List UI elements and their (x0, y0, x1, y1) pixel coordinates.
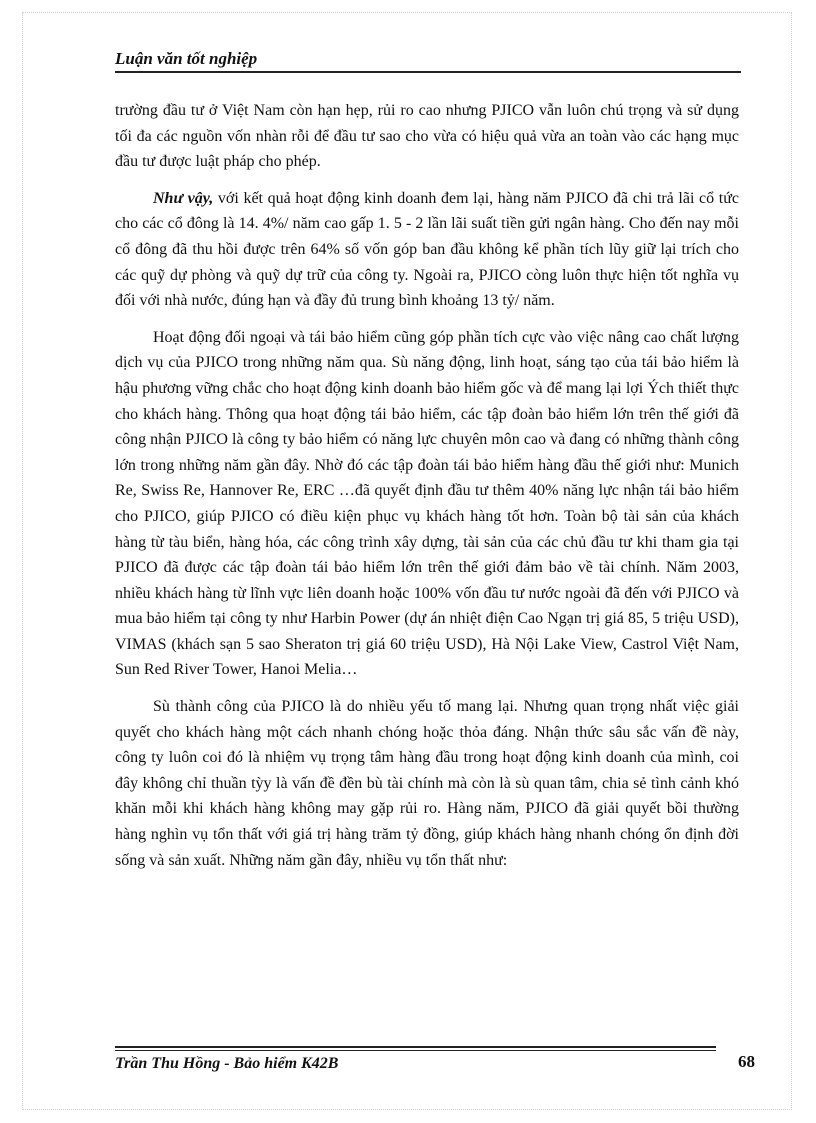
header-rule (115, 71, 741, 73)
paragraph-1: trường đầu tư ở Việt Nam còn hạn hẹp, rủi ro cao nhưng PJICO vẫn luôn chú trọng và sử dụng tối đa các nguồn vốn nhàn rỗi để đầu tư sao cho vừa có hiệu quả vừa an toàn vào các hạng mục đầu tư được luật pháp cho phép. (115, 102, 739, 171)
header-title: Luận văn tốt nghiệp (115, 49, 258, 68)
page-number: 68 (738, 1052, 755, 1071)
paragraph-3: Hoạt động đối ngoại và tái bảo hiểm cũng góp phần tích cực vào việc nâng cao chất lượng dịch vụ của PJICO trong những năm qua. Sù năng động, linh hoạt, sáng tạo của tái bảo hiểm là hậu phương vững chắc cho hoạt động kinh doanh bảo hiểm gốc và để mang lại lợi Ých thiết thực cho khách hàng. Thông qua hoạt động tái bảo hiểm, các tập đoàn bảo hiểm lớn trên thế giới đã công nhận PJICO là công ty bảo hiểm có năng lực chuyên môn cao và đang có những thành công lớn trong những năm gần đây. Nhờ đó các tập đoàn tái bảo hiểm hàng đầu thế giới như: Munich Re, Swiss Re, Hannover Re, ERC …đã quyết định đầu tư thêm 40% năng lực nhận tái bảo hiểm cho PJICO, giúp PJICO có điều kiện phục vụ khách hàng tốt hơn. Toàn bộ tài sản của khách hàng từ tàu biển, hàng hóa, các công trình xây dựng, tài sản của các chủ đầu tư khi tham gia tại PJICO đã được các tập đoàn tái bảo hiểm lớn trên thế giới đảm bảo về tài chính. Năm 2003, nhiều khách hàng từ lĩnh vực liên doanh hoặc 100% vốn đầu tư nước ngoài đã đến với PJICO và mua bảo hiểm tại công ty như Harbin Power (dự án nhiệt điện Cao Ngạn trị giá 85, 5 triệu USD), VIMAS (khách sạn 5 sao Sheraton trị giá 60 triệu USD), Hà Nội Lake View, Castrol Việt Nam, Sun Red River Tower, Hanoi Melia… (115, 328, 739, 679)
body-text (115, 98, 739, 884)
footer-rule (115, 1046, 716, 1051)
footer-author: Trần Thu Hồng - Bảo hiểm K42B (115, 1055, 339, 1072)
paragraph-2-text: với kết quả hoạt động kinh doanh đem lại, hàng năm PJICO đã chi trả lãi cổ tức cho các cổ đông là 14. 4%/ năm cao gấp 1. 5 - 2 lần lãi suất tiền gửi ngân hàng. Cho đến nay mỗi cổ đông đã thu hồi được trên 64% số vốn góp ban đầu không kể phần tích lũy giữ lại trích cho các quỹ dự phòng và quỹ dự trữ của công ty. Ngoài ra, PJICO còng luôn thực hiện tốt nghĩa vụ đối với nhà nước, đúng hạn và đầy đủ trung bình khoảng 13 tỷ/ năm. (115, 189, 739, 310)
page-header (115, 48, 741, 70)
paragraph-2 (115, 186, 739, 314)
paragraph-2-lead: Như vậy, (153, 189, 214, 207)
paragraph-4: Sù thành công của PJICO là do nhiều yếu tố mang lại. Nhưng quan trọng nhất việc giải quyết cho khách hàng một cách nhanh chóng hoặc thỏa đáng. Nhận thức sâu sắc vấn đề này, công ty luôn coi đó là nhiệm vụ trọng tâm hàng đầu trong hoạt động kinh doanh của mình, coi đây không chỉ thuần tỳy là vấn đề đền bù tài chính mà còn là sù quan tâm, chia sẻ tình cảnh khó khăn mỗi khi khách hàng không may gặp rủi ro. Hàng năm, PJICO đã giải quyết bồi thường hàng nghìn vụ tổn thất với giá trị hàng trăm tỷ đồng, giúp khách hàng nhanh chóng ổn định đời sống và sản xuất. Những năm gần đây, nhiều vụ tổn thất như: (115, 698, 739, 869)
